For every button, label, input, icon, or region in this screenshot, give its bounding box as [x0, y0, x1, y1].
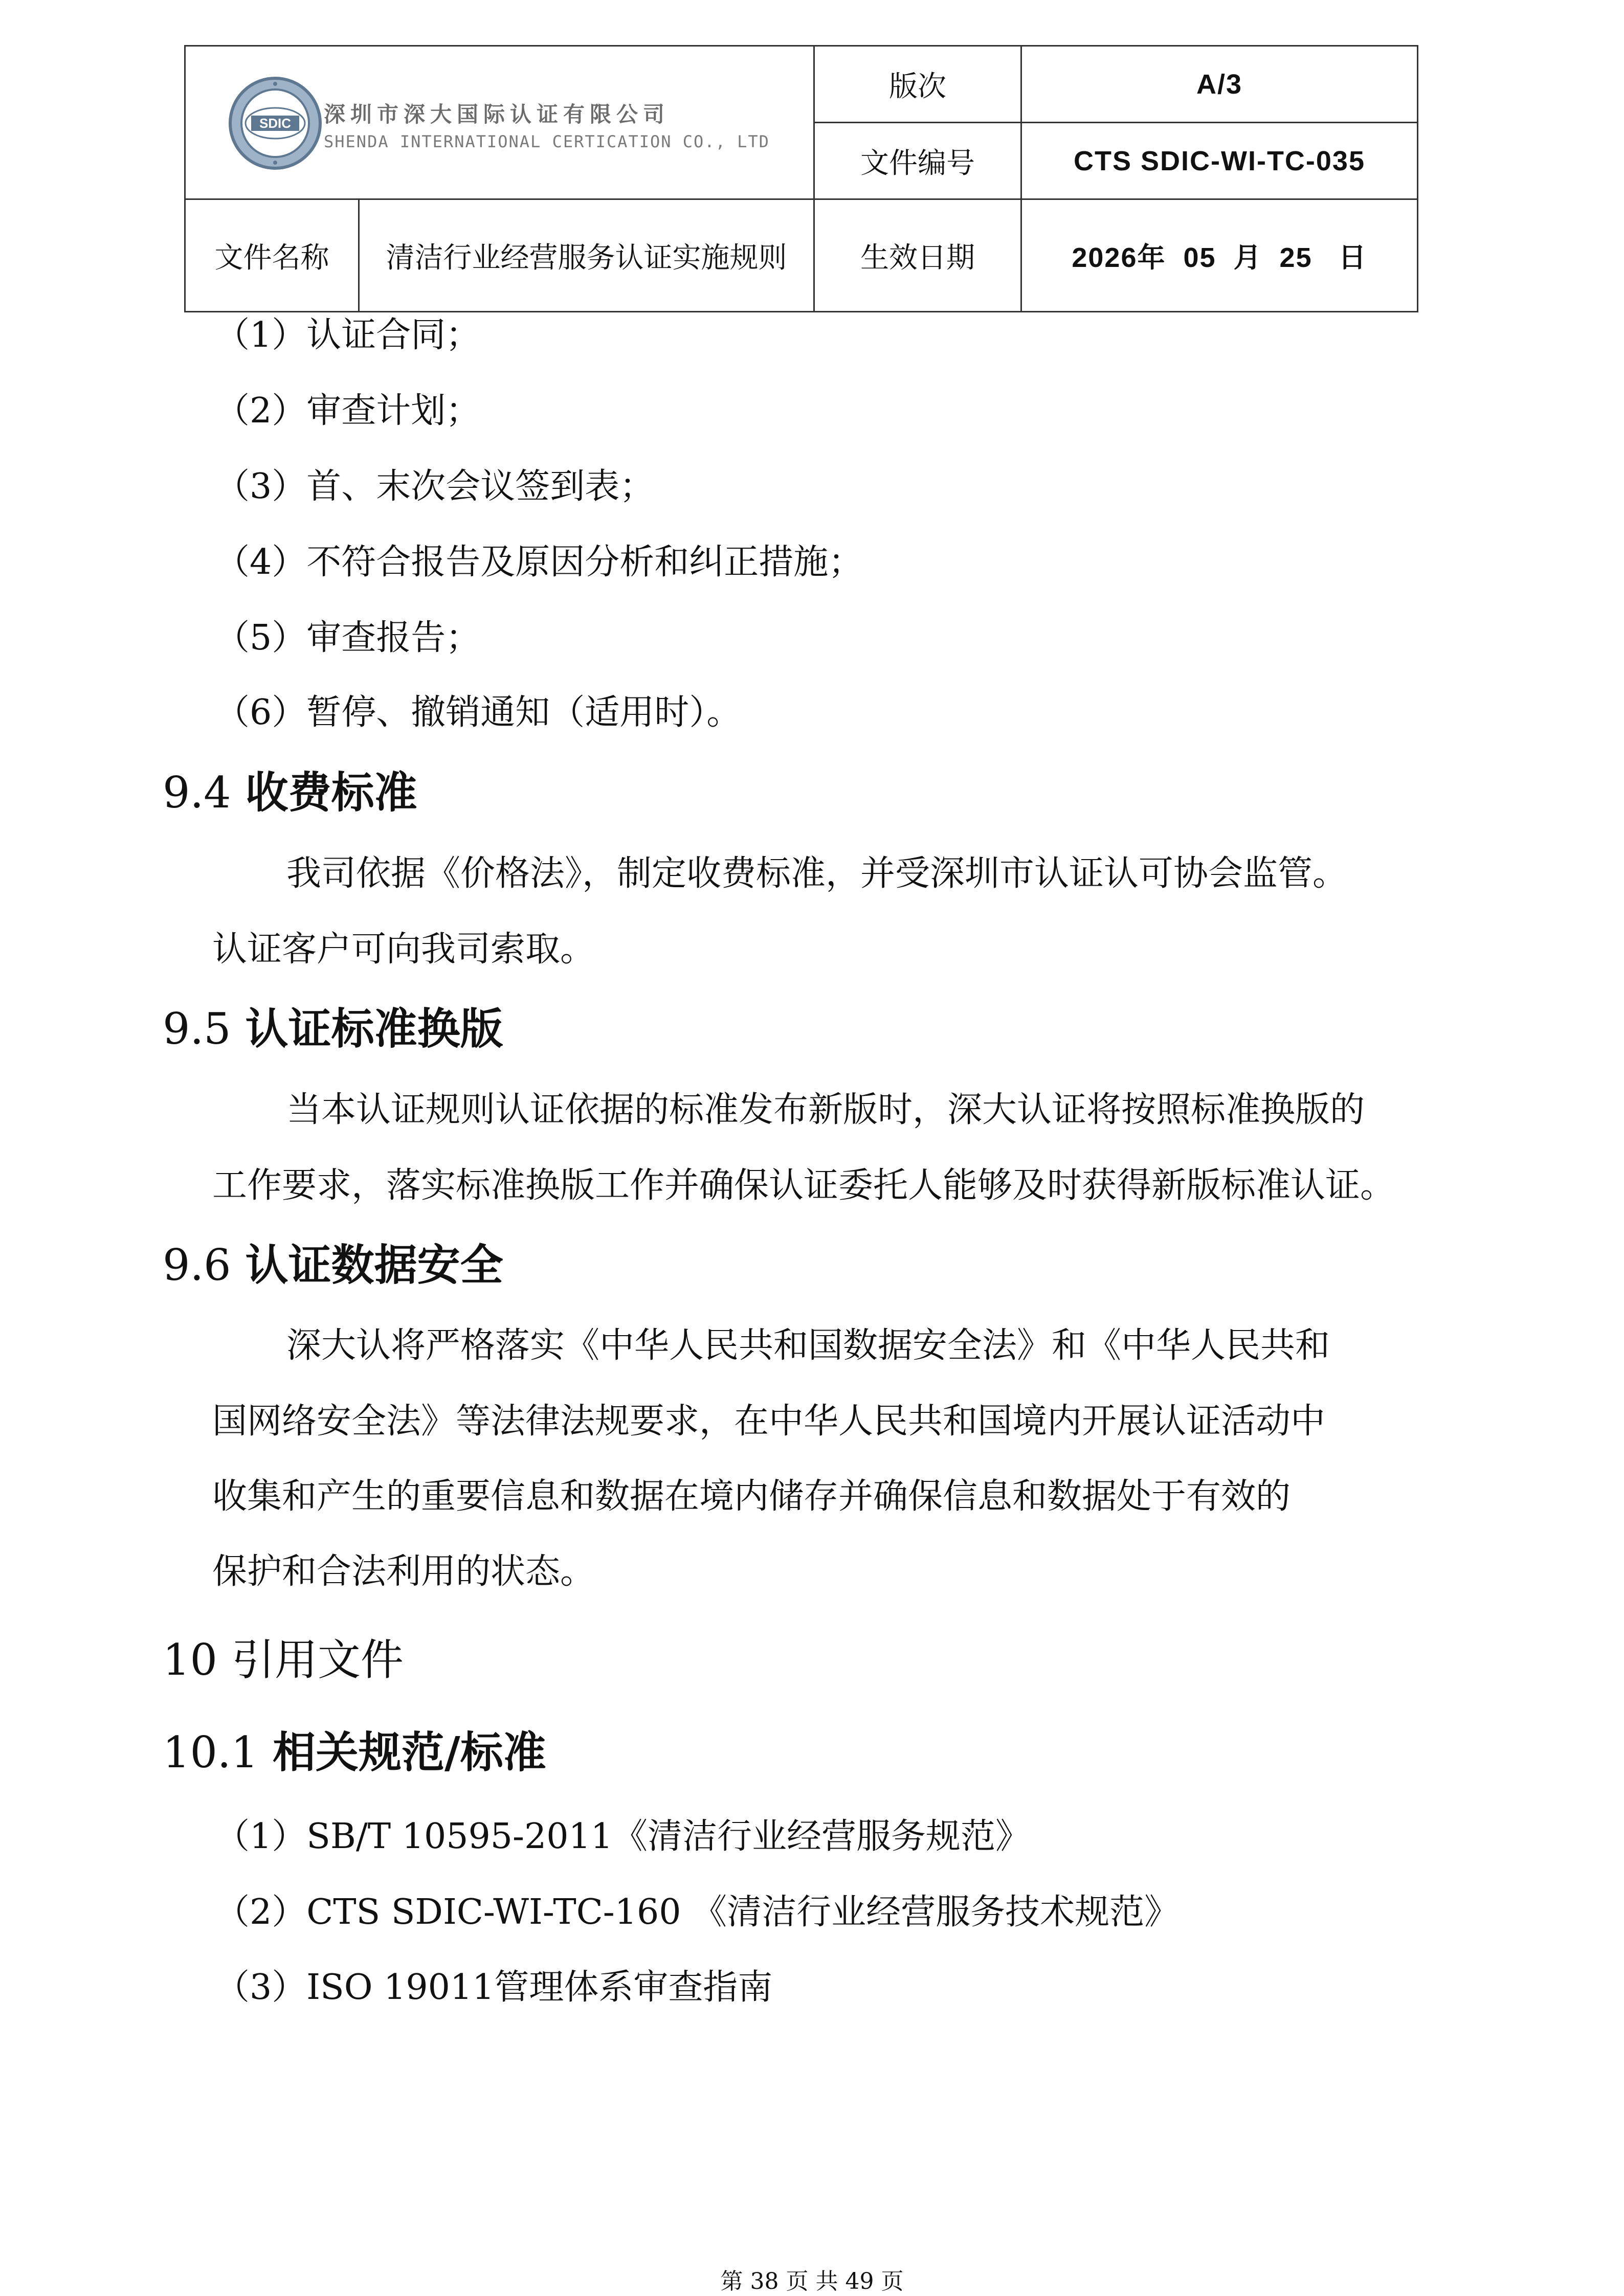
- doc-number-label: 文件编号: [814, 123, 1021, 199]
- effective-date-value: 2026年 05 月 25 日: [1021, 199, 1418, 312]
- list-item: （6）暂停、撤销通知（适用时）。: [215, 692, 742, 733]
- section-title: 相关规范/标准: [273, 1727, 546, 1777]
- list-item: （5）审查报告；: [215, 618, 481, 658]
- section-title: 引用文件: [231, 1635, 404, 1685]
- list-item: （3）ISO 19011管理体系审查指南: [215, 1967, 773, 2008]
- section-number: 9.4: [163, 768, 231, 818]
- edition-label: 版次: [814, 46, 1021, 123]
- company-logo: [227, 75, 789, 177]
- paragraph-line: 工作要求，落实标准换版工作并确保认证委托人能够及时获得新版标准认证。: [212, 1165, 1395, 1206]
- section-heading-10-1: [163, 1727, 546, 1777]
- section-heading-9-4: [163, 768, 417, 818]
- section-title: 认证标准换版: [245, 1004, 503, 1054]
- list-item: （4）不符合报告及原因分析和纠正措施；: [215, 542, 863, 582]
- company-logo-cell: [185, 46, 814, 199]
- sdic-seal-icon: [227, 75, 324, 172]
- page-number-footer: 第 38 页 共 49 页: [720, 2268, 904, 2294]
- list-item: （1）SB/T 10595-2011《清洁行业经营服务规范》: [215, 1816, 1031, 1857]
- section-heading-9-6: [163, 1240, 503, 1290]
- section-heading-10: [163, 1635, 404, 1685]
- paragraph-line: 我司依据《价格法》，制定收费标准，并受深圳市认证认可协会监管。: [286, 853, 1348, 894]
- document-header-table: [184, 45, 1418, 312]
- list-item: （2）审查计划；: [215, 391, 481, 431]
- list-item: （2）CTS SDIC-WI-TC-160 《清洁行业经营服务技术规范》: [215, 1892, 1180, 1932]
- section-number: 9.6: [163, 1240, 231, 1290]
- paragraph-line: 认证客户可向我司索取。: [212, 929, 595, 970]
- list-item: （1）认证合同；: [215, 315, 481, 355]
- edition-value: A/3: [1021, 46, 1418, 123]
- doc-number-value: CTS SDIC-WI-TC-035: [1021, 123, 1418, 199]
- section-number: 10: [163, 1635, 217, 1685]
- section-number: 10.1: [163, 1727, 259, 1777]
- company-name-en: SHENDA INTERNATIONAL CERTICATION CO., LTD: [324, 132, 770, 151]
- doc-name-label: 文件名称: [185, 199, 359, 312]
- effective-date-label: 生效日期: [814, 199, 1021, 312]
- paragraph-line: 国网络安全法》等法律法规要求，在中华人民共和国境内开展认证活动中: [212, 1401, 1326, 1442]
- section-heading-9-5: [163, 1004, 503, 1054]
- paragraph-line: 深大认将严格落实《中华人民共和国数据安全法》和《中华人民共和: [286, 1325, 1330, 1366]
- section-title: 收费标准: [245, 768, 417, 818]
- paragraph-line: 收集和产生的重要信息和数据在境内储存并确保信息和数据处于有效的: [212, 1476, 1291, 1517]
- section-title: 认证数据安全: [245, 1240, 503, 1290]
- paragraph-line: 保护和合法利用的状态。: [212, 1551, 595, 1592]
- doc-name-value: 清洁行业经营服务认证实施规则: [359, 199, 814, 312]
- logo-text: SDIC: [259, 116, 292, 131]
- section-number: 9.5: [163, 1004, 231, 1054]
- paragraph-line: 当本认证规则认证依据的标准发布新版时，深大认证将按照标准换版的: [286, 1090, 1365, 1130]
- list-item: （3）首、末次会议签到表；: [215, 466, 655, 507]
- company-name-cn: 深圳市深大国际认证有限公司: [324, 102, 670, 127]
